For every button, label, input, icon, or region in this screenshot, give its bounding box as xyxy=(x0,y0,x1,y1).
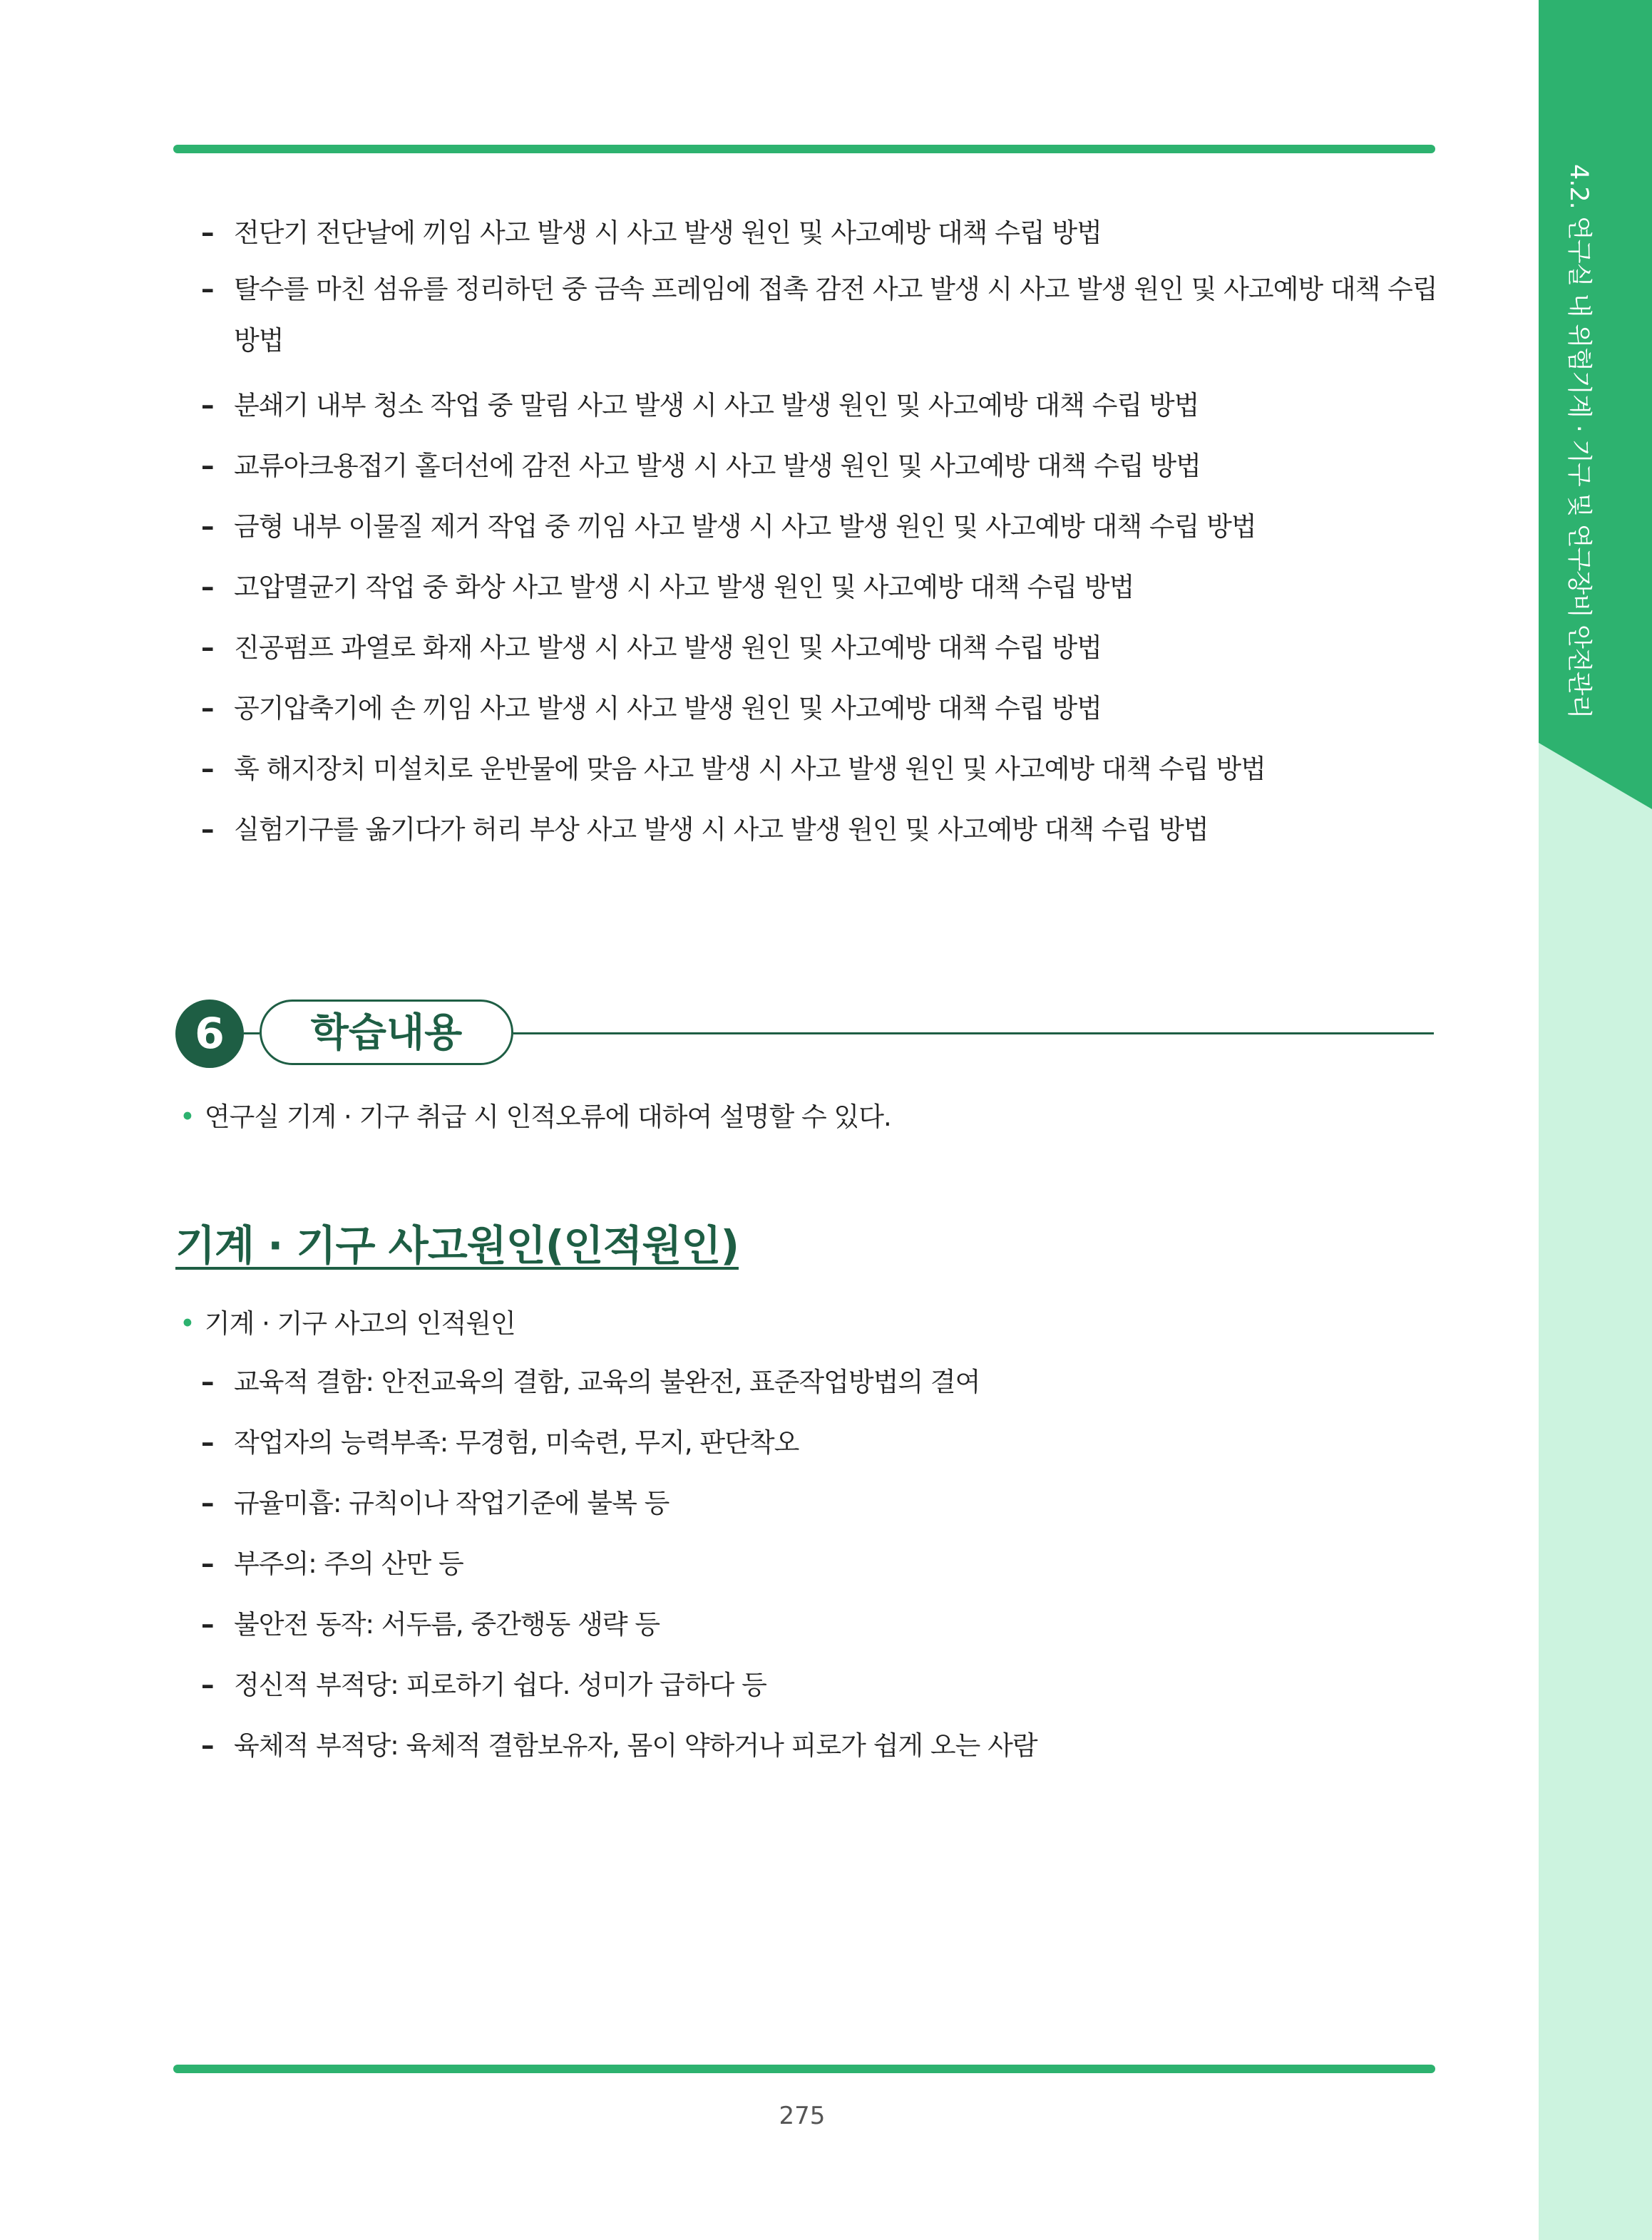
list-item: – 분쇄기 내부 청소 작업 중 말림 사고 발생 시 사고 발생 원인 및 사고예방 대책 수립 방법 xyxy=(177,375,1439,436)
section-header xyxy=(175,1000,1437,1068)
page-number: 275 xyxy=(779,2102,826,2130)
list-item: – 공기압축기에 손 끼임 사고 발생 시 사고 발생 원인 및 사고예방 대책 수립 방법 xyxy=(177,678,1439,739)
list-item: – 정신적 부적당: 피로하기 쉽다. 성미가 급하다 등 xyxy=(177,1655,1439,1715)
section-connector xyxy=(244,1032,260,1034)
learning-objective-text: 연구실 기계 · 기구 취급 시 인적오류에 대하여 설명할 수 있다. xyxy=(204,1101,891,1132)
side-tab-title: 4.2. 연구실 내 위험기계 · 기구 및 연구장비 안전관리 xyxy=(1564,164,1593,719)
list-item: – 교육적 결함: 안전교육의 결함, 교육의 불완전, 표준작업방법의 결여 xyxy=(177,1352,1439,1412)
top-rule xyxy=(173,145,1435,153)
list-item: – 진공펌프 과열로 화재 사고 발생 시 사고 발생 원인 및 사고예방 대책 수립 방법 xyxy=(177,617,1439,678)
list-item: – 금형 내부 이물질 제거 작업 중 끼임 사고 발생 시 사고 발생 원인 및 사고예방 대책 수립 방법 xyxy=(177,496,1439,557)
human-cause-list xyxy=(177,1352,1439,1776)
list-item: – 전단기 전단날에 끼임 사고 발생 시 사고 발생 원인 및 사고예방 대책 수립 방법 xyxy=(177,207,1439,259)
list-item: – 작업자의 능력부족: 무경험, 미숙련, 무지, 판단착오 xyxy=(177,1412,1439,1473)
accident-method-list xyxy=(177,207,1439,860)
list-item: – 육체적 부적당: 육체적 결함보유자, 몸이 약하거나 피로가 쉽게 오는 사람 xyxy=(177,1715,1439,1776)
list-item: – 교류아크용접기 홀더선에 감전 사고 발생 시 사고 발생 원인 및 사고예방 대책 수립 방법 xyxy=(177,436,1439,496)
section-rule xyxy=(513,1032,1434,1034)
list-item: – 부주의: 주의 산만 등 xyxy=(177,1533,1439,1594)
list-item: – 실험기구를 옮기다가 허리 부상 사고 발생 시 사고 발생 원인 및 사고예방 대책 수립 방법 xyxy=(177,799,1439,860)
list-item-line: 방법 xyxy=(234,325,284,356)
bullet-dot-icon: • xyxy=(180,1308,195,1339)
list-item: – 고압멸균기 작업 중 화상 사고 발생 시 사고 발생 원인 및 사고예방 대책 수립 방법 xyxy=(177,557,1439,617)
list-item xyxy=(177,264,1439,366)
list-item: – 불안전 동작: 서두름, 중간행동 생략 등 xyxy=(177,1594,1439,1655)
section-number-badge: 6 xyxy=(175,1000,244,1068)
list-item-line: – 탈수를 마친 섬유를 정리하던 중 금속 프레임에 접촉 감전 사고 발생 시 사고 발생 원인 및 사고예방 대책 수립 xyxy=(234,274,1437,304)
list-item: – 훅 해지장치 미설치로 운반물에 맞음 사고 발생 시 사고 발생 원인 및 사고예방 대책 수립 방법 xyxy=(177,739,1439,799)
section-title-pill: 학습내용 xyxy=(260,1000,513,1065)
bottom-rule xyxy=(173,2065,1435,2073)
learning-objective xyxy=(180,1095,891,1134)
bullet-dot-icon: • xyxy=(180,1101,195,1132)
cause-bullet xyxy=(180,1302,515,1340)
list-item: – 규율미흡: 규칙이나 작업기준에 불복 등 xyxy=(177,1473,1439,1533)
section-heading: 기계 · 기구 사고원인(인적원인) xyxy=(175,1221,739,1270)
cause-bullet-text: 기계 · 기구 사고의 인적원인 xyxy=(204,1308,515,1339)
